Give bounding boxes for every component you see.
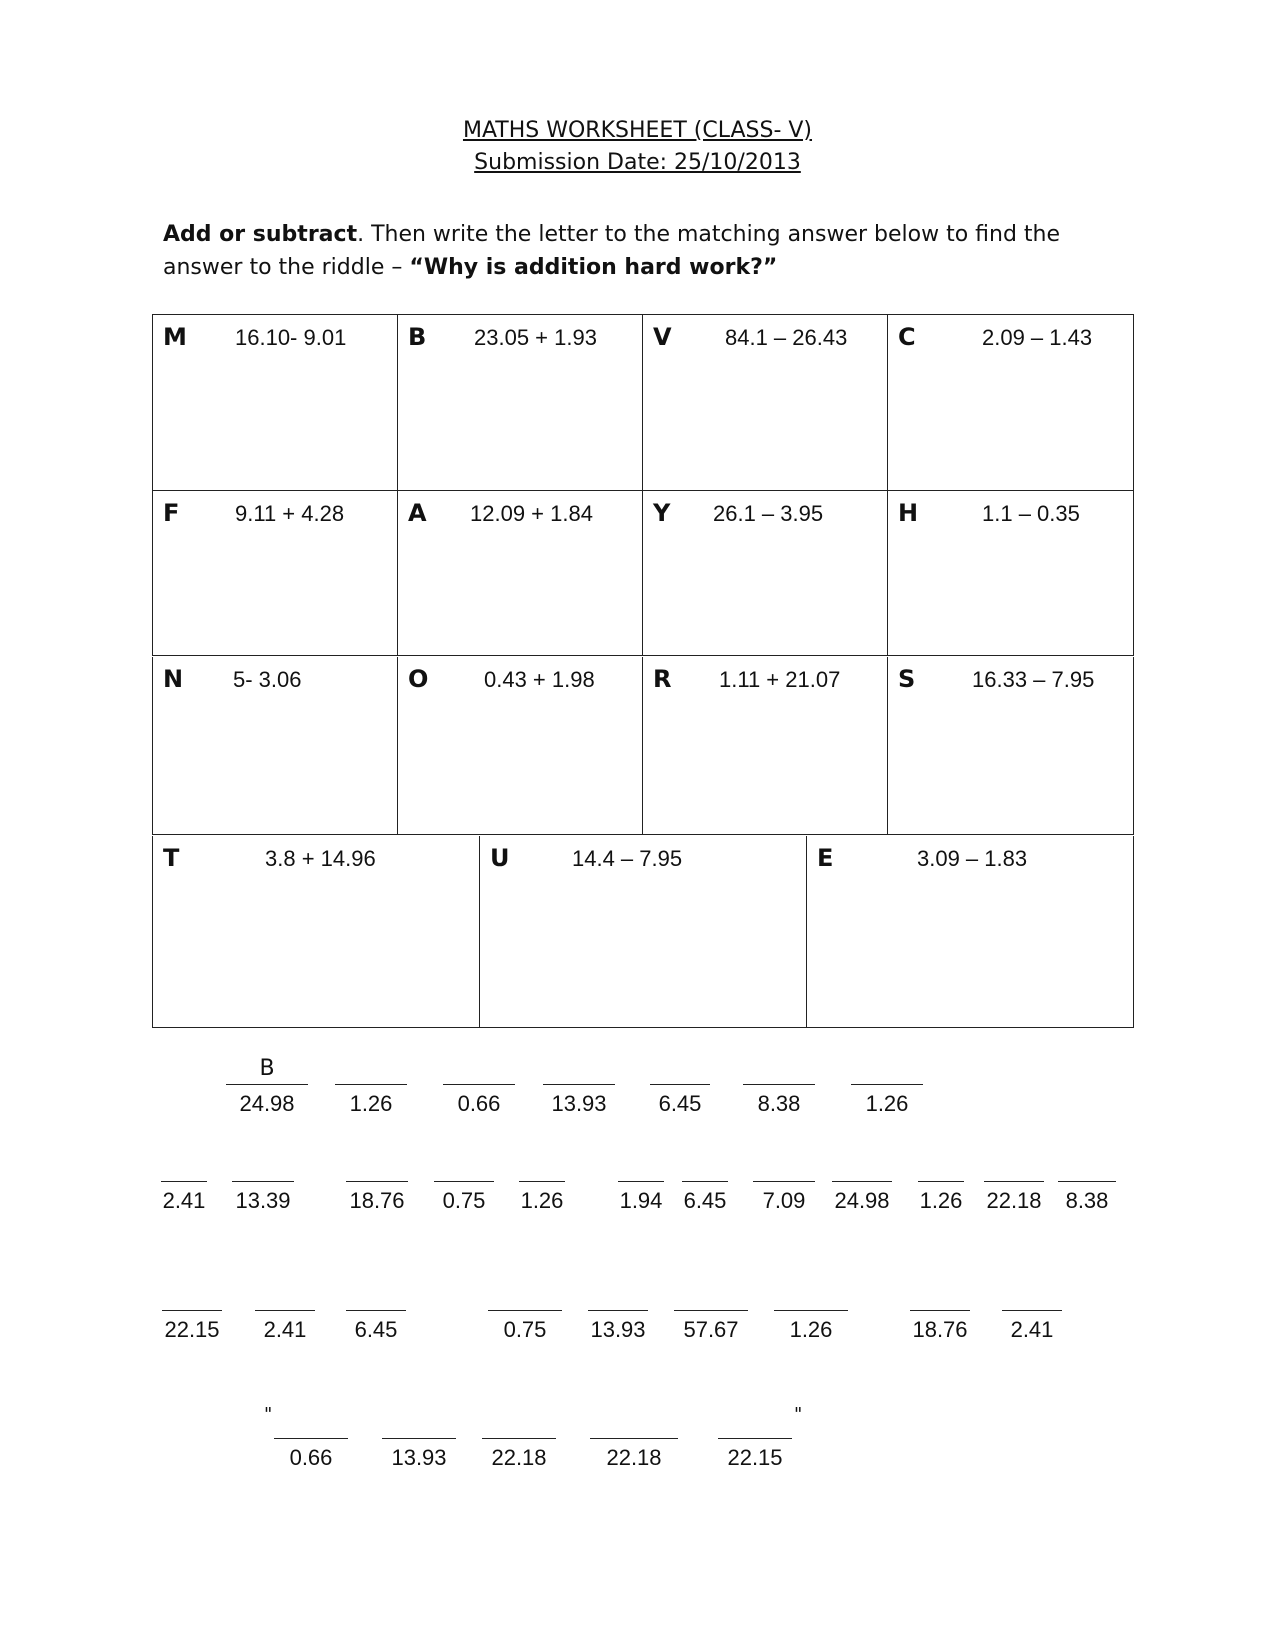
problem-cell[interactable] bbox=[888, 657, 1134, 835]
problem-cell[interactable] bbox=[888, 491, 1134, 656]
answer-blank[interactable] bbox=[482, 1408, 556, 1471]
blank-letter[interactable] bbox=[718, 1408, 792, 1439]
instructions-lead: Add or subtract bbox=[163, 222, 358, 247]
close-quote: " bbox=[794, 1404, 803, 1425]
riddle-question: “Why is addition hard work?” bbox=[409, 255, 778, 280]
cell-letter: R bbox=[653, 665, 672, 693]
answer-blank[interactable] bbox=[162, 1280, 222, 1343]
blank-number: 2.41 bbox=[1010, 1317, 1054, 1342]
open-quote: " bbox=[264, 1404, 273, 1425]
problem-cell[interactable] bbox=[888, 315, 1134, 491]
problem-cell[interactable] bbox=[153, 491, 398, 656]
blank-letter[interactable] bbox=[650, 1054, 710, 1085]
cell-letter: Y bbox=[653, 499, 671, 527]
blank-number: 22.18 bbox=[606, 1445, 662, 1470]
blank-letter[interactable] bbox=[851, 1054, 923, 1085]
blank-letter[interactable] bbox=[1058, 1151, 1116, 1182]
cell-expression: 84.1 – 26.43 bbox=[725, 325, 848, 350]
answer-blank[interactable] bbox=[650, 1054, 710, 1117]
blank-number: 6.45 bbox=[683, 1188, 727, 1213]
answer-line-1 bbox=[0, 1054, 1275, 1124]
blank-letter[interactable] bbox=[618, 1151, 664, 1182]
answer-line-2 bbox=[0, 1151, 1275, 1221]
blank-number: 18.76 bbox=[349, 1188, 405, 1213]
blank-number: 8.38 bbox=[1065, 1188, 1109, 1213]
answer-blank[interactable] bbox=[443, 1054, 515, 1117]
blank-number: 1.26 bbox=[520, 1188, 564, 1213]
answer-blank[interactable] bbox=[910, 1280, 970, 1343]
answer-blank[interactable] bbox=[232, 1151, 294, 1214]
answer-blank[interactable] bbox=[255, 1280, 315, 1343]
problem-row-4 bbox=[152, 836, 1134, 1028]
answer-line-3 bbox=[0, 1280, 1275, 1350]
cell-letter: M bbox=[163, 323, 187, 351]
submission-date: Submission Date: 25/10/2013 bbox=[474, 150, 801, 175]
blank-number: 18.76 bbox=[912, 1317, 968, 1342]
cell-expression: 3.8 + 14.96 bbox=[265, 846, 376, 871]
cell-expression: 0.43 + 1.98 bbox=[484, 667, 595, 692]
blank-number: 13.39 bbox=[235, 1188, 291, 1213]
blank-number: 22.15 bbox=[727, 1445, 783, 1470]
answer-blank[interactable] bbox=[346, 1280, 406, 1343]
blank-letter[interactable] bbox=[443, 1054, 515, 1085]
answer-blank[interactable] bbox=[753, 1151, 815, 1214]
instructions-text: . Then write the letter to the matching answer below to find the answer to the riddle – bbox=[163, 222, 1061, 280]
cell-expression: 23.05 + 1.93 bbox=[474, 325, 597, 350]
blank-letter[interactable] bbox=[918, 1151, 964, 1182]
blank-number: 1.26 bbox=[789, 1317, 833, 1342]
blank-letter[interactable] bbox=[1002, 1280, 1062, 1311]
blank-number: 22.15 bbox=[164, 1317, 220, 1342]
cell-expression: 1.11 + 21.07 bbox=[719, 667, 841, 692]
blank-letter[interactable] bbox=[984, 1151, 1044, 1182]
cell-expression: 26.1 – 3.95 bbox=[713, 501, 824, 526]
blank-number: 1.94 bbox=[619, 1188, 663, 1213]
blank-letter[interactable] bbox=[162, 1280, 222, 1311]
problem-row-1 bbox=[152, 314, 1134, 491]
problem-cell[interactable] bbox=[398, 657, 643, 835]
blank-letter[interactable]: B bbox=[226, 1054, 308, 1085]
blank-number: 6.45 bbox=[354, 1317, 398, 1342]
problem-cell[interactable] bbox=[643, 657, 888, 835]
problem-cell[interactable] bbox=[643, 491, 888, 656]
cell-letter: B bbox=[408, 323, 427, 351]
cell-expression: 12.09 + 1.84 bbox=[470, 501, 593, 526]
answer-line-4 bbox=[0, 1404, 1275, 1478]
answer-blank[interactable] bbox=[226, 1054, 308, 1117]
blank-letter[interactable] bbox=[382, 1408, 456, 1439]
blank-number: 0.75 bbox=[503, 1317, 547, 1342]
answer-blank[interactable] bbox=[674, 1280, 748, 1343]
instructions bbox=[163, 218, 1093, 284]
blank-number: 7.09 bbox=[762, 1188, 806, 1213]
cell-letter: N bbox=[163, 665, 184, 693]
cell-expression: 2.09 – 1.43 bbox=[982, 325, 1093, 350]
answer-blank[interactable] bbox=[161, 1151, 207, 1214]
answer-blank[interactable] bbox=[335, 1054, 407, 1117]
answer-blank[interactable] bbox=[434, 1151, 494, 1214]
answer-blank[interactable] bbox=[346, 1151, 408, 1214]
blank-letter[interactable] bbox=[543, 1054, 615, 1085]
cell-letter: C bbox=[898, 323, 916, 351]
cell-expression: 3.09 – 1.83 bbox=[917, 846, 1028, 871]
problem-cell[interactable] bbox=[398, 315, 643, 491]
answer-blank[interactable] bbox=[590, 1408, 678, 1471]
blank-letter[interactable] bbox=[346, 1151, 408, 1182]
answer-blank[interactable] bbox=[588, 1280, 648, 1343]
answer-blank[interactable] bbox=[488, 1280, 562, 1343]
cell-letter: E bbox=[817, 844, 834, 872]
cell-letter: U bbox=[490, 844, 510, 872]
blank-letter[interactable] bbox=[161, 1151, 207, 1182]
blank-letter[interactable] bbox=[488, 1280, 562, 1311]
answer-blank[interactable] bbox=[543, 1054, 615, 1117]
blank-letter[interactable] bbox=[753, 1151, 815, 1182]
cell-letter: T bbox=[163, 844, 180, 872]
cell-expression: 14.4 – 7.95 bbox=[572, 846, 683, 871]
answer-blank[interactable] bbox=[832, 1151, 892, 1214]
answer-blank[interactable] bbox=[774, 1280, 848, 1343]
blank-letter[interactable] bbox=[232, 1151, 294, 1182]
blank-letter[interactable] bbox=[743, 1054, 815, 1085]
problem-cell[interactable] bbox=[398, 491, 643, 656]
blank-number: 2.41 bbox=[162, 1188, 206, 1213]
answer-blank[interactable] bbox=[1002, 1280, 1062, 1343]
cell-letter: H bbox=[898, 499, 919, 527]
blank-number: 6.45 bbox=[658, 1091, 702, 1116]
cell-letter: A bbox=[408, 499, 427, 527]
problem-cell[interactable] bbox=[643, 315, 888, 491]
answer-blank[interactable] bbox=[1058, 1151, 1116, 1214]
blank-number: 0.66 bbox=[457, 1091, 501, 1116]
answer-blank[interactable] bbox=[274, 1408, 348, 1471]
problem-row-3 bbox=[152, 657, 1134, 835]
answer-blank[interactable] bbox=[743, 1054, 815, 1117]
blank-letter[interactable] bbox=[482, 1408, 556, 1439]
problem-cell[interactable] bbox=[153, 836, 480, 1028]
blank-letter[interactable] bbox=[832, 1151, 892, 1182]
cell-expression: 9.11 + 4.28 bbox=[235, 501, 345, 526]
cell-expression: 1.1 – 0.35 bbox=[982, 501, 1080, 526]
blank-letter[interactable] bbox=[434, 1151, 494, 1182]
blank-number: 13.93 bbox=[391, 1445, 447, 1470]
cell-letter: V bbox=[653, 323, 672, 351]
answer-blank[interactable] bbox=[851, 1054, 923, 1117]
worksheet-title: MATHS WORKSHEET (CLASS- V) bbox=[462, 118, 813, 143]
blank-number: 8.38 bbox=[757, 1091, 801, 1116]
cell-letter: S bbox=[898, 665, 916, 693]
problem-cell[interactable] bbox=[153, 657, 398, 835]
blank-number: 1.26 bbox=[349, 1091, 393, 1116]
answer-blank[interactable] bbox=[519, 1151, 565, 1214]
blank-number: 1.26 bbox=[919, 1188, 963, 1213]
answer-blank[interactable] bbox=[718, 1408, 792, 1471]
blank-number: 24.98 bbox=[239, 1091, 295, 1116]
problem-row-2 bbox=[152, 491, 1134, 656]
answer-blank[interactable] bbox=[984, 1151, 1044, 1214]
blank-number: 1.26 bbox=[865, 1091, 909, 1116]
cell-expression: 5- 3.06 bbox=[233, 667, 302, 692]
answer-blank[interactable] bbox=[382, 1408, 456, 1471]
answer-blank[interactable] bbox=[682, 1151, 728, 1214]
blank-letter[interactable] bbox=[590, 1408, 678, 1439]
blank-number: 24.98 bbox=[834, 1188, 890, 1213]
blank-number: 57.67 bbox=[683, 1317, 739, 1342]
cell-expression: 16.33 – 7.95 bbox=[972, 667, 1095, 692]
blank-letter[interactable] bbox=[274, 1408, 348, 1439]
blank-number: 13.93 bbox=[551, 1091, 607, 1116]
blank-letter[interactable] bbox=[346, 1280, 406, 1311]
blank-letter[interactable] bbox=[519, 1151, 565, 1182]
blank-number: 22.18 bbox=[986, 1188, 1042, 1213]
blank-letter[interactable] bbox=[674, 1280, 748, 1311]
blank-number: 22.18 bbox=[491, 1445, 547, 1470]
blank-number: 13.93 bbox=[590, 1317, 646, 1342]
problem-cell[interactable] bbox=[480, 836, 807, 1028]
blank-letter[interactable] bbox=[335, 1054, 407, 1085]
cell-letter: F bbox=[163, 499, 180, 527]
blank-letter[interactable] bbox=[255, 1280, 315, 1311]
blank-letter[interactable] bbox=[910, 1280, 970, 1311]
answer-blank[interactable] bbox=[918, 1151, 964, 1214]
cell-expression: 16.10- 9.01 bbox=[235, 325, 347, 350]
problem-cell[interactable] bbox=[153, 315, 398, 491]
blank-number: 0.66 bbox=[289, 1445, 333, 1470]
blank-letter[interactable] bbox=[682, 1151, 728, 1182]
cell-letter: O bbox=[408, 665, 429, 693]
problem-cell[interactable] bbox=[807, 836, 1134, 1028]
blank-letter[interactable] bbox=[774, 1280, 848, 1311]
blank-letter[interactable] bbox=[588, 1280, 648, 1311]
answer-blank[interactable] bbox=[618, 1151, 664, 1214]
blank-number: 2.41 bbox=[263, 1317, 307, 1342]
blank-number: 0.75 bbox=[442, 1188, 486, 1213]
